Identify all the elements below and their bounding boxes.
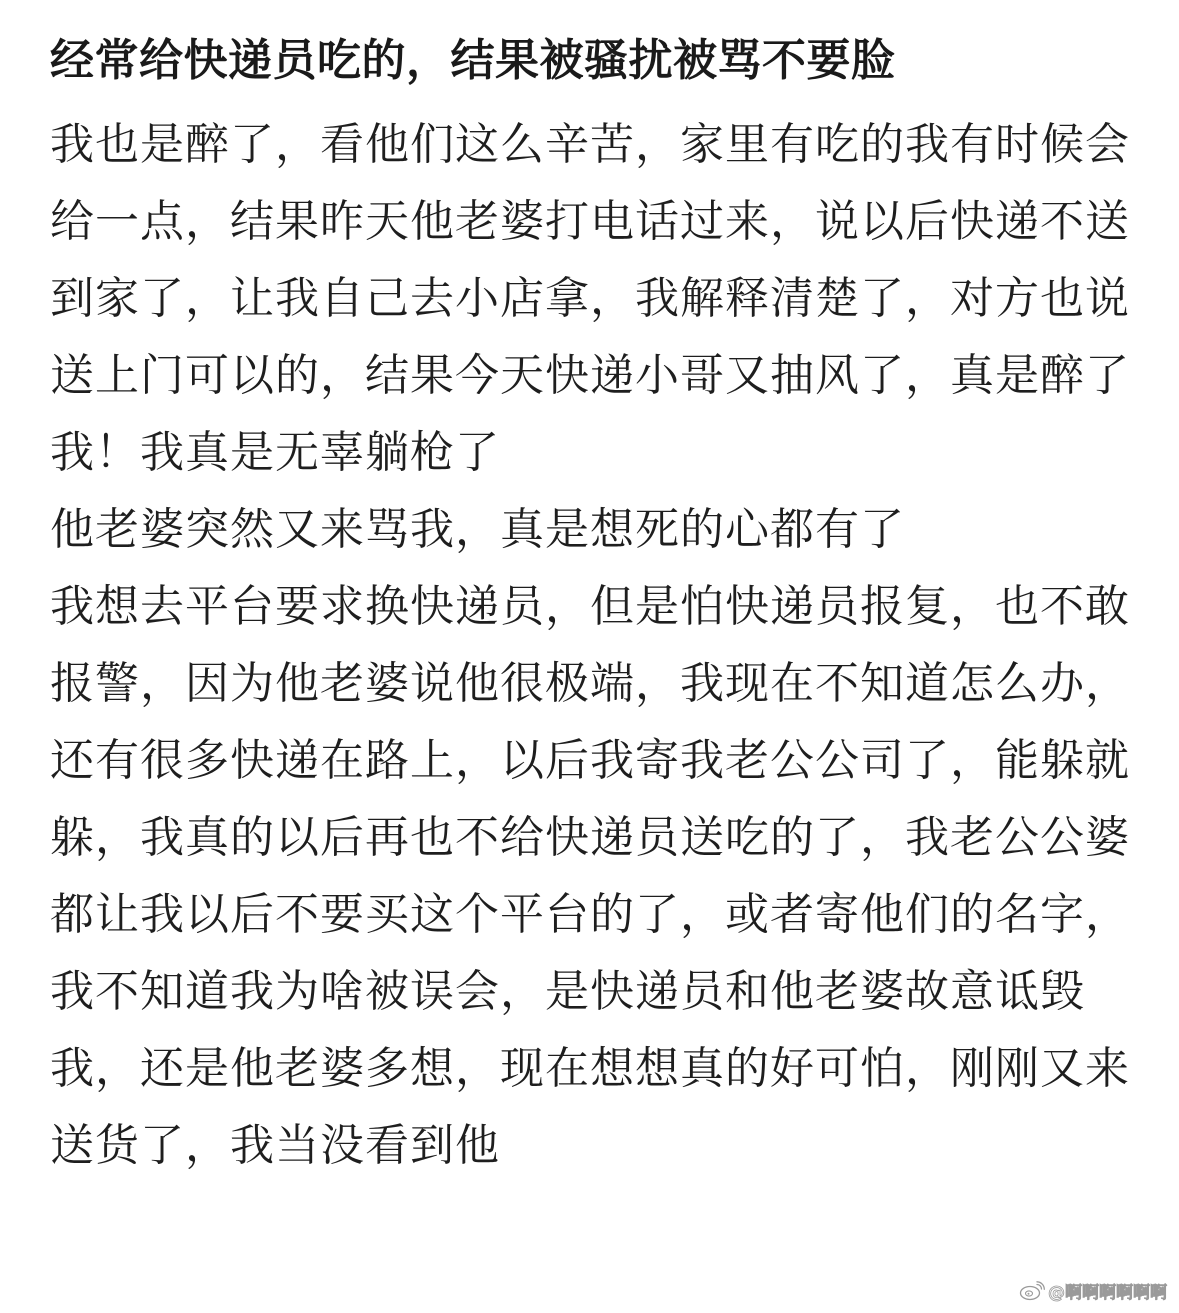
- post-body: [50, 106, 1130, 1184]
- post-title: 经常给快递员吃的，结果被骚扰被骂不要脸: [50, 35, 896, 86]
- watermark-text: @啊啊啊啊啊啊: [1048, 1283, 1167, 1303]
- post: [50, 28, 1130, 1184]
- post-paragraph-1: 我也是醉了，看他们这么辛苦，家里有吃的我有时候会给一点，结果昨天他老婆打电话过来，说以后快递不送到家了，让我自己去小店拿，我解释清楚了，对方也说送上门可以的，结果今天快递小哥又抽风了，真是醉了我！我真是无辜躺枪了: [50, 119, 1130, 478]
- post-paragraph-3: 我想去平台要求换快递员，但是怕快递员报复，也不敢报警，因为他老婆说他很极端，我现在不知道怎么办，还有很多快递在路上，以后我寄我老公公司了，能躲就躲，我真的以后再也不给快递员送吃的了，我老公公婆都让我以后不要买这个平台的了，或者寄他们的名字，我不知道我为啥被误会，是快递员和他老婆故意诋毁我，还是他老婆多想，现在想想真的好可怕，刚刚又来送货了，我当没看到他: [50, 581, 1130, 1171]
- weibo-logo-icon: [1019, 1281, 1045, 1301]
- post-paragraph-2: 他老婆突然又来骂我，真是想死的心都有了: [50, 504, 905, 555]
- watermark: [1019, 1278, 1167, 1303]
